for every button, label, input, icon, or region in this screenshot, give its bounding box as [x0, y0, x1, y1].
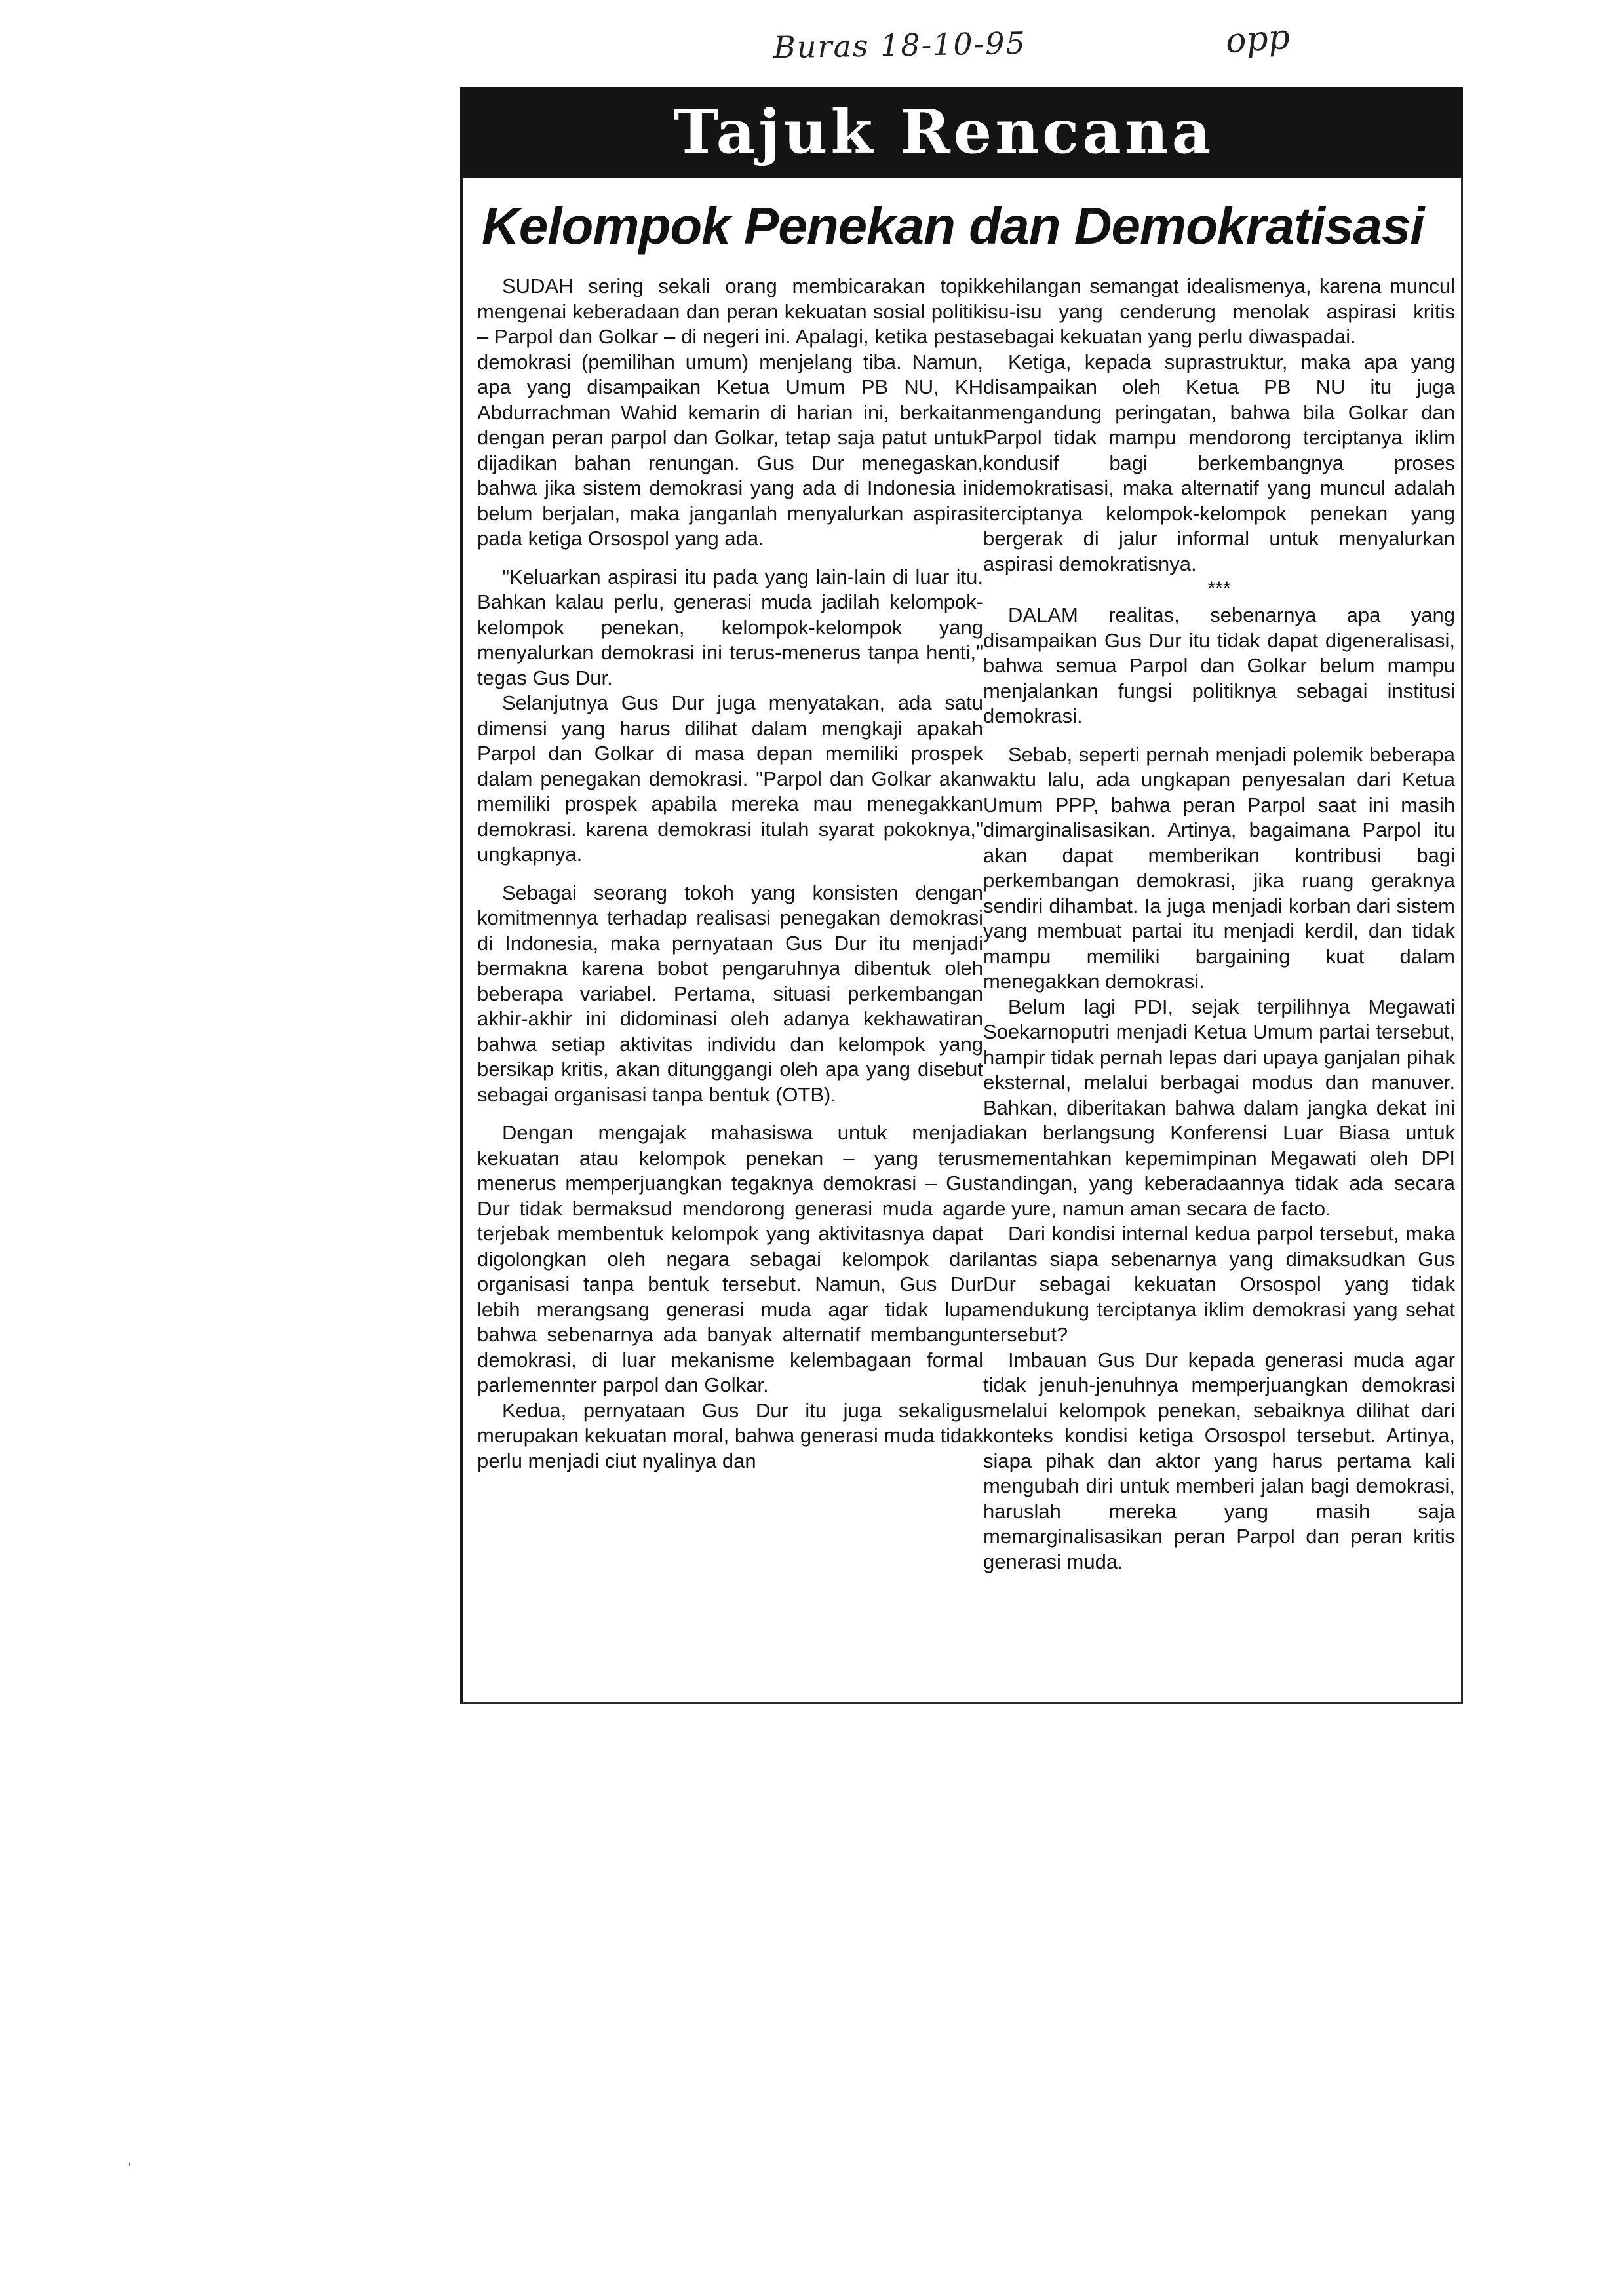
handwritten-mark: opp [1224, 17, 1291, 62]
paragraph: Belum lagi PDI, sejak terpilihnya Megawati Soekarnoputri menjadi Ketua Umum partai tersebut, hampir tidak pernah lepas dari upaya ganjalan pihak eksternal, melalui berbagai modus dan manuver. Bahkan, diberitakan bahwa dalam jangka dekat ini akan berlangsung Konferensi Luar Biasa untuk mementahkan kepemimpinan Megawati oleh DPI tandingan, yang keberadaannya tidak ada secara de yure, namun aman secara de facto. [983, 995, 1455, 1220]
paragraph: Selanjutnya Gus Dur juga menyatakan, ada satu dimensi yang harus dilihat dalam mengkaji apakah Parpol dan Golkar di masa depan memiliki prospek dalam penegakan demokrasi. "Parpol dan Golkar akan memiliki prospek apabila mereka mau menegakkan demokrasi. karena demokrasi itulah syarat pokoknya," ungkapnya. [477, 691, 983, 866]
paragraph: Dengan mengajak mahasiswa untuk menjadi kekuatan atau kelompok penekan – yang terus menerus memperjuangkan tegaknya demokrasi – Gus Dur tidak bermaksud mendorong generasi muda agar terjebak membentuk kelompok yang aktivitasnya dapat digolongkan oleh negara sebagai kelompok dari organisasi tanpa bentuk tersebut. Namun, Gus Dur lebih merangsang generasi muda agar tidak lupa bahwa sebenarnya ada banyak alternatif membangun demokrasi, di luar mekanisme kelembagaan formal parlemennter parpol dan Golkar. [477, 1121, 983, 1396]
paragraph: Imbauan Gus Dur kepada generasi muda agar tidak jenuh-jenuhnya memperjuangkan demokrasi melalui kelompok penekan, sebaiknya dilihat dari konteks kondisi ketiga Orsospol tersebut. Artinya, siapa pihak dan aktor yang harus pertama kali mengubah diri untuk memberi jalan bagi demokrasi, haruslah mereka yang masih saja memarginalisasikan peran Parpol dan peran kritis generasi muda. [983, 1348, 1455, 1573]
paragraph: "Keluarkan aspirasi itu pada yang lain-lain di luar itu. Bahkan kalau perlu, generasi muda jadilah kelompok-kelompok penekan, kelompok-kelompok yang menyalurkan demokrasi ini terus-menerus tanpa henti," tegas Gus Dur. [477, 565, 983, 689]
scan-speck: ' [128, 2161, 131, 2175]
paragraph: kehilangan semangat idealismenya, karena muncul isu-isu yang cenderung menolak aspirasi kritis sebagai kekuatan yang perlu diwaspadai. [983, 275, 1455, 348]
paragraph: Dari kondisi internal kedua parpol tersebut, maka lantas siapa sebenarnya yang dimaksudkan Gus Dur sebagai kekuatan Orsospol yang tidak mendukung terciptanya iklim demokrasi yang sehat tersebut? [983, 1222, 1455, 1346]
paragraph: Sebagai seorang tokoh yang konsisten dengan komitmennya terhadap realisasi penegakan demokrasi di Indonesia, maka pernyataan Gus Dur itu menjadi bermakna karena bobot pengaruhnya dibentuk oleh beberapa variabel. Pertama, situasi perkembangan akhir-akhir ini didominasi oleh adanya kekhawatiran bahwa setiap aktivitas individu dan kelompok yang bersikap kritis, akan ditunggangi oleh apa yang disebut sebagai organisasi tanpa bentuk (OTB). [477, 881, 983, 1106]
paragraph: Ketiga, kepada suprastruktur, maka apa yang disampaikan oleh Ketua PB NU itu juga mengandung peringatan, bahwa bila Golkar dan Parpol tidak mampu mendorong terciptanya iklim kondusif bagi berkembangnya proses demokratisasi, maka alternatif yang muncul adalah terciptanya kelompok-kelompok penekan yang bergerak di jalur informal untuk menyalurkan aspirasi demokratisnya. [983, 350, 1455, 575]
section-break: *** [1207, 578, 1231, 600]
paragraph: SUDAH sering sekali orang membicarakan topik mengenai keberadaan dan peran kekuatan sosial politik – Parpol dan Golkar – di negeri ini. Apalagi, ketika pesta demokrasi (pemilihan umum) menjelang tiba. Namun, apa yang disampaikan Ketua Umum PB NU, KH Abdurrachman Wahid kemarin di harian ini, berkaitan dengan peran parpol dan Golkar, tetap saja patut untuk dijadikan bahan renungan. Gus Dur menegaskan, bahwa jika sistem demokrasi yang ada di Indonesia ini belum berjalan, maka janganlah menyalurkan aspirasi pada ketiga Orsospol yang ada. [477, 275, 983, 550]
paragraph: Kedua, pernyataan Gus Dur itu juga sekaligus merupakan kekuatan moral, bahwa generasi muda tidak perlu menjadi ciut nyalinya dan [477, 1398, 984, 1472]
paragraph: Sebab, seperti pernah menjadi polemik beberapa waktu lalu, ada ungkapan penyesalan dari Ketua Umum PPP, bahwa peran Parpol saat ini masih dimarginalisasikan. Artinya, bagaimana Parpol itu akan dapat memberikan kontribusi bagi perkembangan demokrasi, jika ruang geraknya sendiri dihambat. Ia juga menjadi korban dari sistem yang membuat partai itu menjadi kerdil, dan tidak mampu memiliki bargaining kuat dalam menegakkan demokrasi. [983, 742, 1455, 993]
paragraph: DALAM realitas, sebenarnya apa yang disampaikan Gus Dur itu tidak dapat digeneralisasi, bahwa semua Parpol dan Golkar belum mampu menjalankan fungsi politiknya sebagai institusi demokrasi. [983, 603, 1455, 727]
article-headline: Kelompok Penekan dan Demokratisasi [482, 197, 1424, 255]
article-column-right [983, 274, 1455, 1575]
handwritten-date-note: Buras 18-10-95 [773, 25, 1027, 66]
masthead-title: Tajuk Rencana [674, 96, 1215, 167]
article-column-left [477, 274, 983, 1474]
